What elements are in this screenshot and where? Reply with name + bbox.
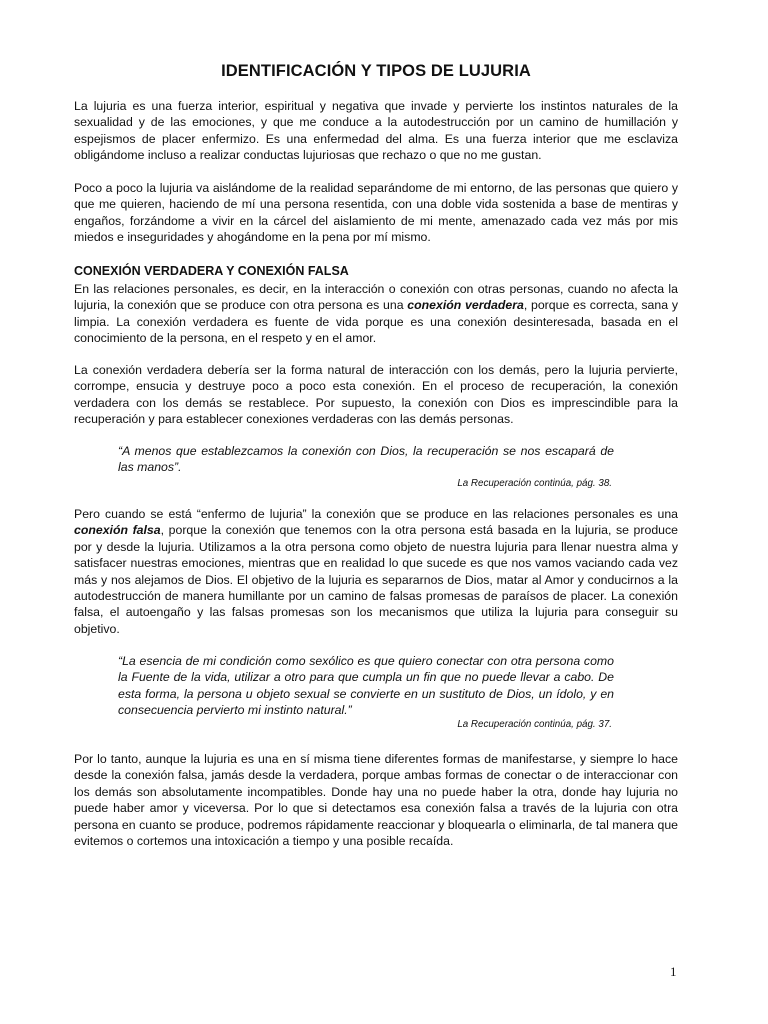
quote-1: “A menos que establezcamos la conexión con Dios, la recuperación se nos escapará de las manos”. (118, 444, 614, 475)
paragraph-text: , porque es correcta, sana y limpia. La conexión verdadera es fuente de vida porque es una conexión desinteresada, basada en el conocimiento de la persona, en el respeto y en el amor. (74, 298, 678, 346)
quote-2-source: La Recuperación continúa, pág. 37. (457, 719, 612, 730)
paragraph-text: Pero cuando se está “enfermo de lujuria” la conexión que se produce en las relaciones personales es una (74, 507, 678, 521)
paragraph-isolation: Poco a poco la lujuria va aislándome de la realidad separándome de mi entorno, de las personas que quiero y que me quieren, haciendo de mí una persona resentida, con una doble vida sostenida a base de mentiras y engaños, forzándome a vivir en la cárcel del aislamiento de mi mente, amenazado cada vez más por mis miedos e inseguridades y ahogándome en la pena por mí mismo. (74, 181, 678, 245)
quote-2: “La esencia de mi condición como sexólico es que quiero conectar con otra persona como la Fuente de la vida, utilizar a otro para que cumpla un fin que no puede llevar a cabo. De esta forma, la persona u objeto sexual se convierte en un sustituto de Dios, un ídolo, y en consecuencia pervierto mi instinto natural.” (118, 654, 614, 718)
emphasis-true-connection: conexión verdadera (407, 298, 524, 313)
paragraph-recovery: La conexión verdadera debería ser la forma natural de interacción con los demás, pero la lujuria pervierte, corrompe, ensucia y destruye poco a poco esta conexión. En el proceso de recuperación, la conexión verdadera con los demás se restablece. Por supuesto, la conexión con Dios es imprescindible para la recuperación y para establecer conexiones verdaderas con las demás personas. (74, 363, 678, 427)
paragraph-false-connection (74, 506, 678, 637)
quote-1-source: La Recuperación continúa, pág. 38. (457, 478, 612, 489)
paragraph-intro: La lujuria es una fuerza interior, espiritual y negativa que invade y pervierte los instintos naturales de la sexualidad y de las emociones, y que me conduce a la autodestrucción por un camino de humillación y espejismos de placer enfermizo. Es una enfermedad del alma. Es una fuerza interior que me esclaviza obligándome incluso a realizar conductas lujuriosas que rechazo o que no me gustan. (74, 99, 678, 163)
paragraph-text: , porque la conexión que tenemos con la otra persona está basada en la lujuria, se produce por y desde la lujuria. Utilizamos a la otra persona como objeto de nuestra lujuria para llenar nuestra alma y satisfacer nuestras emociones, mientras que en realidad lo que sucede es que nos vamos vaciando cada vez más y nos alejamos de Dios. El objetivo de la lujuria es separarnos de Dios, matar al Amor y conducirnos a la autodestrucción de manera humillante por un camino de falsas promesas de paraísos de placer. La conexión falsa, el autoengaño y las falsas promesas son los mecanismos que utiliza la lujuria para conseguir su objetivo. (74, 523, 678, 636)
emphasis-false-connection: conexión falsa (74, 523, 161, 538)
section-heading: CONEXIÓN VERDADERA Y CONEXIÓN FALSA (74, 264, 349, 278)
document-title: IDENTIFICACIÓN Y TIPOS DE LUJURIA (221, 62, 531, 80)
paragraph-conclusion: Por lo tanto, aunque la lujuria es una en sí misma tiene diferentes formas de manifestarse, y siempre lo hace desde la conexión falsa, jamás desde la verdadera, porque ambas formas de conectar o de interaccionar con los demás son absolutamente incompatibles. Donde hay una no puede haber la otra, donde hay lujuria no puede haber amor y viceversa. Por lo que si detectamos esa conexión falsa a través de la lujuria con otra persona en cuanto se produce, podremos rápidamente reaccionar y bloquearla o eliminarla, de tal manera que evitemos o cortemos una intoxicación a tiempo y una posible recaída. (74, 752, 678, 849)
paragraph-true-connection (74, 281, 678, 347)
page-number: 1 (670, 964, 677, 979)
paragraph-text: En las relaciones personales, es decir, en la interacción o conexión con otras personas, cuando no afecta la lujuria, la conexión que se produce con otra persona es una (74, 282, 678, 313)
